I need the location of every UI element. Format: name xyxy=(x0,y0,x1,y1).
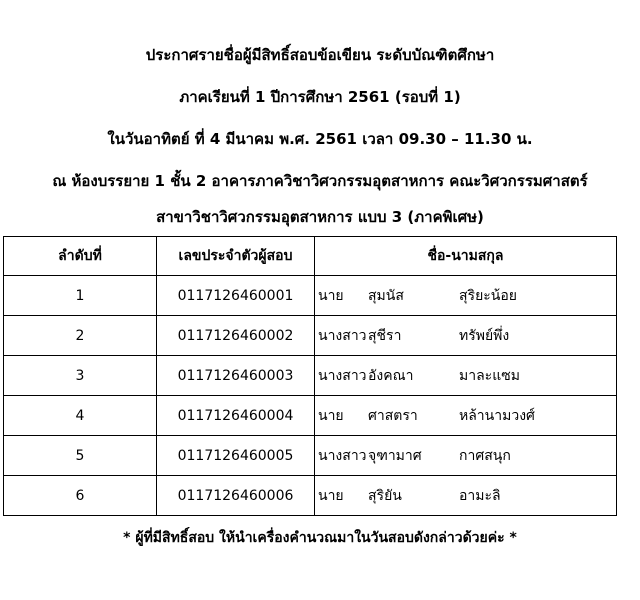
name-title: นาย xyxy=(318,287,344,304)
first-name: สุมนัส xyxy=(368,287,404,304)
table-row xyxy=(4,316,617,356)
exam-id-cell: 0117126460004 xyxy=(157,396,315,436)
exam-id-cell: 0117126460001 xyxy=(157,276,315,316)
last-name: กาศสนุก xyxy=(459,447,511,464)
name-title: นาย xyxy=(318,487,344,504)
exam-id-cell: 0117126460005 xyxy=(157,436,315,476)
column-header-order: ลำดับที่ xyxy=(4,237,157,276)
order-cell: 1 xyxy=(4,276,157,316)
name-cell xyxy=(315,476,617,516)
exam-id-cell: 0117126460006 xyxy=(157,476,315,516)
program-name: สาขาวิชาวิศวกรรมอุตสาหการ แบบ 3 (ภาคพิเศษ) xyxy=(156,208,484,226)
order-cell: 4 xyxy=(4,396,157,436)
table-row xyxy=(4,436,617,476)
name-cell xyxy=(315,356,617,396)
table-row xyxy=(4,396,617,436)
name-cell xyxy=(315,396,617,436)
column-header-full-name: ชื่อ-นามสกุล xyxy=(315,237,617,276)
order-cell: 3 xyxy=(4,356,157,396)
name-cell xyxy=(315,316,617,356)
last-name: มาละแซม xyxy=(459,367,520,384)
table-row xyxy=(4,356,617,396)
column-header-exam-id: เลขประจำตัวผู้สอบ xyxy=(157,237,315,276)
first-name: สุชีรา xyxy=(368,327,402,344)
name-title: นางสาว xyxy=(318,447,367,464)
name-cell xyxy=(315,276,617,316)
table-header-row xyxy=(4,237,617,276)
table-row xyxy=(4,476,617,516)
order-cell: 5 xyxy=(4,436,157,476)
semester-line: ภาคเรียนที่ 1 ปีการศึกษา 2561 (รอบที่ 1) xyxy=(179,88,461,106)
order-cell: 6 xyxy=(4,476,157,516)
first-name: อังคณา xyxy=(368,367,414,384)
name-title: นาย xyxy=(318,407,344,424)
order-cell: 2 xyxy=(4,316,157,356)
first-name: จุฑามาศ xyxy=(368,447,422,464)
announcement-title: ประกาศรายชื่อผู้มีสิทธิ์สอบข้อเขียน ระดับบัณฑิตศึกษา xyxy=(145,46,495,64)
exam-date-time: ในวันอาทิตย์ ที่ 4 มีนาคม พ.ศ. 2561 เวลา 09.30 – 11.30 น. xyxy=(107,130,533,148)
exam-id-cell: 0117126460003 xyxy=(157,356,315,396)
exam-location: ณ ห้องบรรยาย 1 ชั้น 2 อาคารภาควิชาวิศวกรรมอุตสาหการ คณะวิศวกรรมศาสตร์ xyxy=(52,172,588,190)
last-name: อามะลิ xyxy=(459,487,501,504)
name-cell xyxy=(315,436,617,476)
first-name: สุริยัน xyxy=(368,487,402,504)
last-name: หล้านามวงศ์ xyxy=(459,407,535,424)
calculator-note: * ผู้ที่มีสิทธิ์สอบ ให้นำเครื่องคำนวณมาในวันสอบดังกล่าวด้วยค่ะ * xyxy=(123,530,517,546)
exam-id-cell: 0117126460002 xyxy=(157,316,315,356)
last-name: สุริยะน้อย xyxy=(459,287,517,304)
last-name: ทรัพย์พึ่ง xyxy=(459,327,510,344)
name-title: นางสาว xyxy=(318,367,367,384)
name-title: นางสาว xyxy=(318,327,367,344)
candidate-table xyxy=(3,236,617,516)
table-row xyxy=(4,276,617,316)
first-name: ศาสตรา xyxy=(368,407,418,424)
